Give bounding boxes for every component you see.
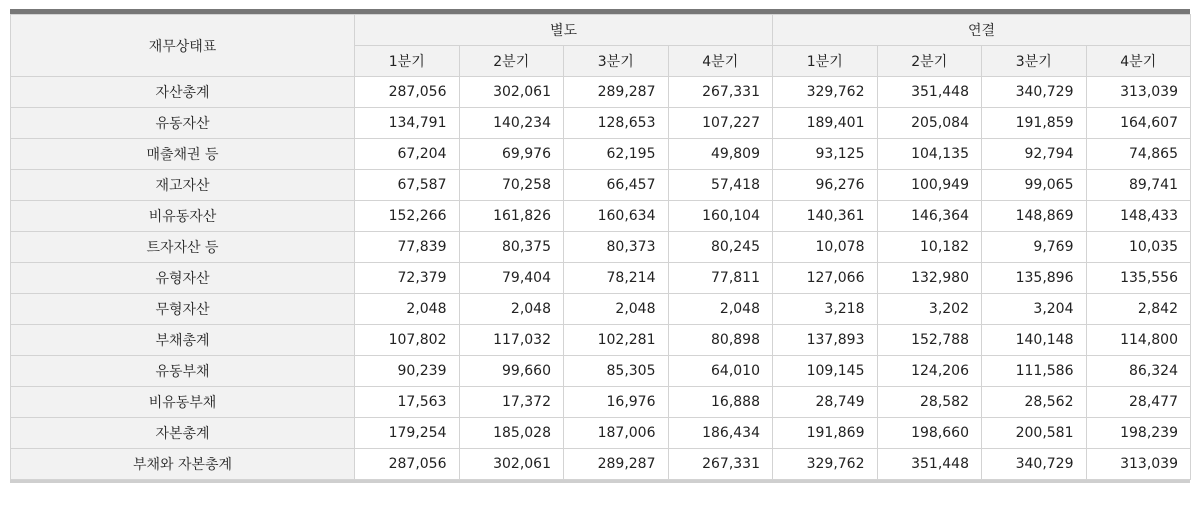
row-label: 비유동자산 <box>11 201 355 232</box>
table-row <box>11 356 1191 387</box>
value-cell: 28,477 <box>1086 387 1191 418</box>
value-cell: 77,811 <box>668 263 773 294</box>
quarter-header: 4분기 <box>1086 46 1191 77</box>
value-cell: 2,048 <box>564 294 669 325</box>
group-header-consolidated: 연결 <box>773 15 1191 46</box>
row-label: 무형자산 <box>11 294 355 325</box>
value-cell: 134,791 <box>355 108 460 139</box>
table-bottom-border <box>10 480 1190 483</box>
value-cell: 74,865 <box>1086 139 1191 170</box>
row-label: 유동부채 <box>11 356 355 387</box>
value-cell: 16,976 <box>564 387 669 418</box>
value-cell: 267,331 <box>668 449 773 480</box>
value-cell: 287,056 <box>355 77 460 108</box>
value-cell: 191,859 <box>982 108 1087 139</box>
value-cell: 132,980 <box>877 263 982 294</box>
corner-header: 재무상태표 <box>11 15 355 77</box>
value-cell: 289,287 <box>564 449 669 480</box>
value-cell: 179,254 <box>355 418 460 449</box>
value-cell: 2,048 <box>459 294 564 325</box>
quarter-header: 4분기 <box>668 46 773 77</box>
table-row <box>11 263 1191 294</box>
row-label: 트자자산 등 <box>11 232 355 263</box>
table-row <box>11 418 1191 449</box>
value-cell: 80,373 <box>564 232 669 263</box>
value-cell: 127,066 <box>773 263 878 294</box>
value-cell: 96,276 <box>773 170 878 201</box>
value-cell: 164,607 <box>1086 108 1191 139</box>
table-row <box>11 201 1191 232</box>
value-cell: 102,281 <box>564 325 669 356</box>
value-cell: 80,375 <box>459 232 564 263</box>
value-cell: 72,379 <box>355 263 460 294</box>
value-cell: 10,182 <box>877 232 982 263</box>
value-cell: 329,762 <box>773 77 878 108</box>
value-cell: 16,888 <box>668 387 773 418</box>
value-cell: 200,581 <box>982 418 1087 449</box>
balance-sheet-table <box>10 14 1191 480</box>
table-row <box>11 294 1191 325</box>
value-cell: 287,056 <box>355 449 460 480</box>
value-cell: 135,896 <box>982 263 1087 294</box>
value-cell: 302,061 <box>459 77 564 108</box>
table-row <box>11 449 1191 480</box>
row-label: 부채총계 <box>11 325 355 356</box>
value-cell: 107,227 <box>668 108 773 139</box>
value-cell: 135,556 <box>1086 263 1191 294</box>
value-cell: 28,582 <box>877 387 982 418</box>
value-cell: 78,214 <box>564 263 669 294</box>
row-label: 자본총계 <box>11 418 355 449</box>
value-cell: 313,039 <box>1086 77 1191 108</box>
value-cell: 90,239 <box>355 356 460 387</box>
value-cell: 148,869 <box>982 201 1087 232</box>
value-cell: 93,125 <box>773 139 878 170</box>
table-body <box>11 77 1191 480</box>
quarter-header: 1분기 <box>355 46 460 77</box>
value-cell: 114,800 <box>1086 325 1191 356</box>
quarter-header: 3분기 <box>564 46 669 77</box>
value-cell: 57,418 <box>668 170 773 201</box>
value-cell: 340,729 <box>982 77 1087 108</box>
value-cell: 289,287 <box>564 77 669 108</box>
value-cell: 85,305 <box>564 356 669 387</box>
value-cell: 140,361 <box>773 201 878 232</box>
value-cell: 160,634 <box>564 201 669 232</box>
value-cell: 3,202 <box>877 294 982 325</box>
value-cell: 67,587 <box>355 170 460 201</box>
value-cell: 185,028 <box>459 418 564 449</box>
value-cell: 117,032 <box>459 325 564 356</box>
header-group-row <box>11 15 1191 46</box>
value-cell: 80,898 <box>668 325 773 356</box>
value-cell: 140,148 <box>982 325 1087 356</box>
value-cell: 79,404 <box>459 263 564 294</box>
row-label: 유동자산 <box>11 108 355 139</box>
value-cell: 17,563 <box>355 387 460 418</box>
table-row <box>11 108 1191 139</box>
value-cell: 148,433 <box>1086 201 1191 232</box>
table-row <box>11 232 1191 263</box>
value-cell: 70,258 <box>459 170 564 201</box>
value-cell: 100,949 <box>877 170 982 201</box>
quarter-header: 2분기 <box>459 46 564 77</box>
value-cell: 2,842 <box>1086 294 1191 325</box>
financial-statement <box>10 9 1190 483</box>
value-cell: 10,078 <box>773 232 878 263</box>
value-cell: 161,826 <box>459 201 564 232</box>
value-cell: 28,562 <box>982 387 1087 418</box>
quarter-header: 1분기 <box>773 46 878 77</box>
value-cell: 64,010 <box>668 356 773 387</box>
row-label: 유형자산 <box>11 263 355 294</box>
value-cell: 62,195 <box>564 139 669 170</box>
quarter-header: 2분기 <box>877 46 982 77</box>
value-cell: 124,206 <box>877 356 982 387</box>
value-cell: 329,762 <box>773 449 878 480</box>
value-cell: 191,869 <box>773 418 878 449</box>
value-cell: 2,048 <box>355 294 460 325</box>
quarter-header: 3분기 <box>982 46 1087 77</box>
value-cell: 77,839 <box>355 232 460 263</box>
value-cell: 128,653 <box>564 108 669 139</box>
value-cell: 146,364 <box>877 201 982 232</box>
value-cell: 2,048 <box>668 294 773 325</box>
table-row <box>11 77 1191 108</box>
value-cell: 69,976 <box>459 139 564 170</box>
table-row <box>11 325 1191 356</box>
value-cell: 187,006 <box>564 418 669 449</box>
group-header-separate: 별도 <box>355 15 773 46</box>
value-cell: 67,204 <box>355 139 460 170</box>
value-cell: 66,457 <box>564 170 669 201</box>
row-label: 매출채권 등 <box>11 139 355 170</box>
row-label: 재고자산 <box>11 170 355 201</box>
table-row <box>11 387 1191 418</box>
value-cell: 140,234 <box>459 108 564 139</box>
row-label: 비유동부채 <box>11 387 355 418</box>
value-cell: 89,741 <box>1086 170 1191 201</box>
row-label: 부채와 자본총계 <box>11 449 355 480</box>
value-cell: 99,065 <box>982 170 1087 201</box>
value-cell: 340,729 <box>982 449 1087 480</box>
value-cell: 111,586 <box>982 356 1087 387</box>
value-cell: 198,239 <box>1086 418 1191 449</box>
value-cell: 92,794 <box>982 139 1087 170</box>
value-cell: 9,769 <box>982 232 1087 263</box>
value-cell: 351,448 <box>877 449 982 480</box>
value-cell: 28,749 <box>773 387 878 418</box>
value-cell: 152,266 <box>355 201 460 232</box>
value-cell: 302,061 <box>459 449 564 480</box>
value-cell: 107,802 <box>355 325 460 356</box>
value-cell: 86,324 <box>1086 356 1191 387</box>
value-cell: 186,434 <box>668 418 773 449</box>
table-row <box>11 170 1191 201</box>
row-label: 자산총계 <box>11 77 355 108</box>
table-row <box>11 139 1191 170</box>
value-cell: 49,809 <box>668 139 773 170</box>
value-cell: 313,039 <box>1086 449 1191 480</box>
value-cell: 10,035 <box>1086 232 1191 263</box>
value-cell: 189,401 <box>773 108 878 139</box>
value-cell: 99,660 <box>459 356 564 387</box>
value-cell: 351,448 <box>877 77 982 108</box>
value-cell: 267,331 <box>668 77 773 108</box>
value-cell: 152,788 <box>877 325 982 356</box>
value-cell: 104,135 <box>877 139 982 170</box>
value-cell: 17,372 <box>459 387 564 418</box>
value-cell: 80,245 <box>668 232 773 263</box>
value-cell: 137,893 <box>773 325 878 356</box>
value-cell: 109,145 <box>773 356 878 387</box>
value-cell: 205,084 <box>877 108 982 139</box>
value-cell: 3,204 <box>982 294 1087 325</box>
value-cell: 198,660 <box>877 418 982 449</box>
value-cell: 160,104 <box>668 201 773 232</box>
value-cell: 3,218 <box>773 294 878 325</box>
